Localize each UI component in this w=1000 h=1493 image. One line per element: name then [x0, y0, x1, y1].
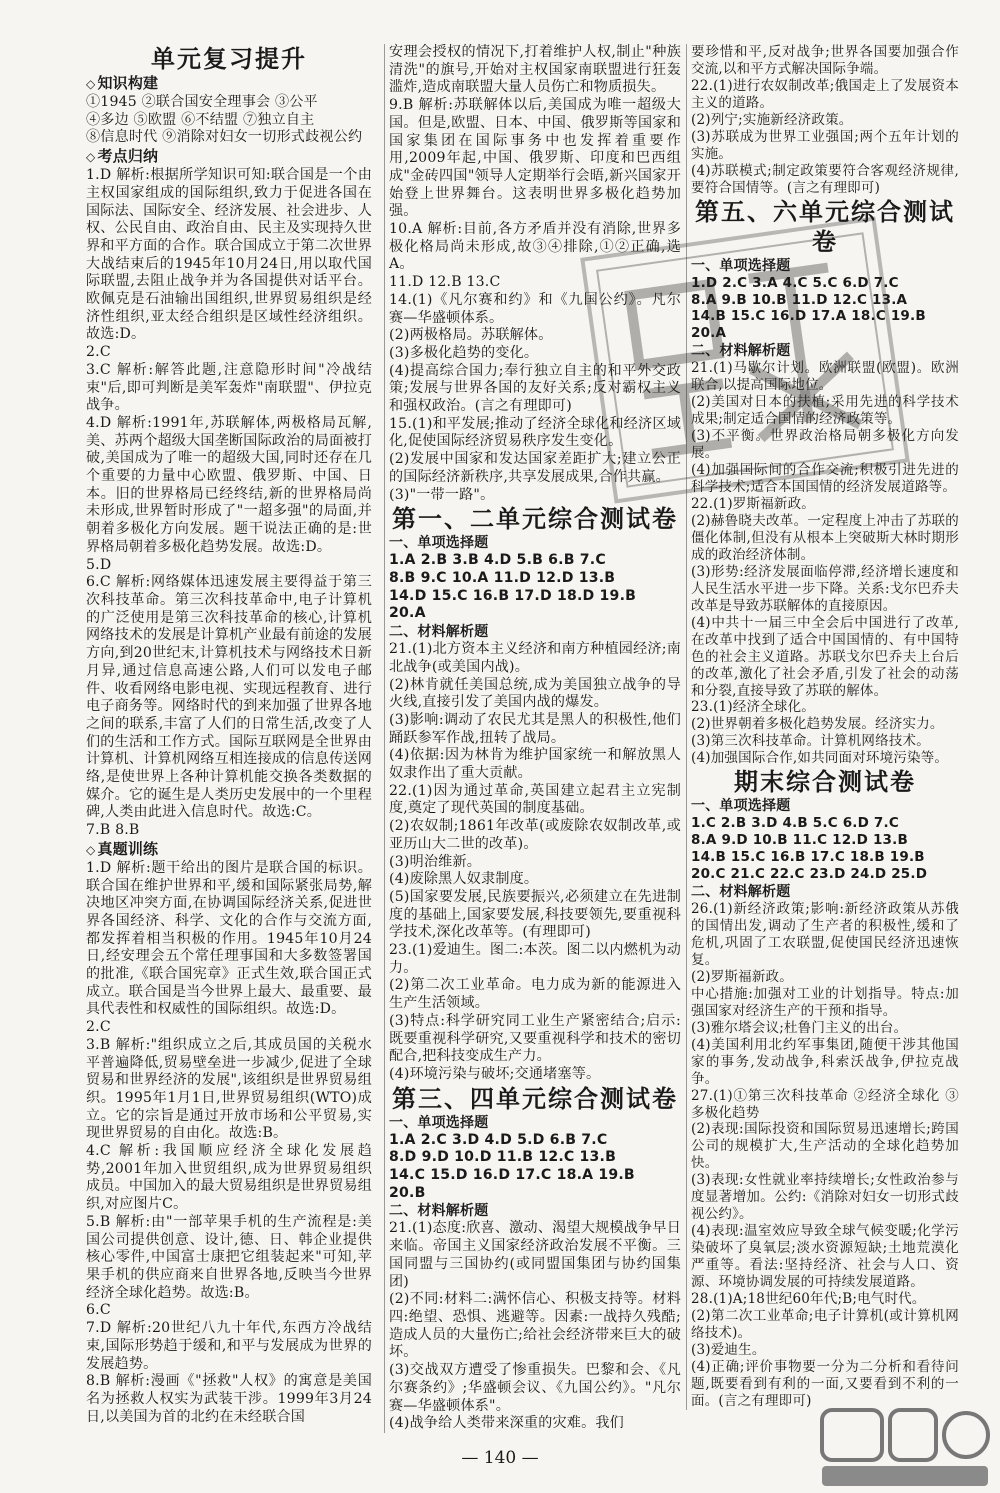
- choice-answers-line: 14.B 15.C 16.D 17.A 18.C 19.B: [691, 308, 926, 325]
- choice-answers-line: 14.B 15.C 16.B 17.C 18.B 19.B: [691, 849, 925, 866]
- answer-paragraph: (4)中共十一届三中全会后中国进行了改革,在改革中找到了适合中国国情的、有中国特色的社会主义道路。苏联戈尔巴乔夫上台后的改革,激化了社会矛盾,引发了社会的动荡和分裂,直接导致了苏联的解体。: [691, 614, 959, 699]
- subheading-material: 二、材料解析题: [691, 343, 791, 360]
- subheading-material: 二、材料解析题: [691, 884, 791, 901]
- knowledge-line: ④多边 ⑤欧盟 ⑥不结盟 ⑦独立自主: [86, 111, 315, 128]
- answer-paragraph: 14.(1)《凡尔赛和约》和《九国公约》。凡尔赛—华盛顿体系。: [389, 291, 681, 326]
- answer-paragraph: (3)明治维新。: [389, 853, 482, 870]
- answer-paragraph: (3)特点:科学研究同工业生产紧密结合;启示:既要重视科学研究,又要重视科学和技术的密切配合,把科技变成生产力。: [389, 1012, 681, 1065]
- answer-paragraph: 22.(1)进行农奴制改革;俄国走上了发展资本主义的道路。: [691, 77, 959, 111]
- subheading-single-choice: 一、单项选择题: [691, 257, 791, 274]
- answer-paragraph: 6.C 解析:网络媒体迅速发展主要得益于第三次科技革命。第三次科技革命中,电子计算机的广泛使用是第三次科技革命的核心,计算机网络技术的发展是计算机产业最有前途的发展方向,到20世纪末,计算机技术与网络技术日新月异,通过信息高速公路,人们可以发电子邮件、收看网络电影电视、实现远程教育、进行电子商务等。网络时代的到来加强了世界各地之间的联系,丰富了人们的日常生活,改变了人们的生活和工作方式。国际互联网是全世界由计算机、计算机网络互相连接成的信息传送网络,是使世界上各种计算机能交换各类数据的媒介。它的诞生是人类历史发展中的一个里程碑,人类由此进入信息时代。故选:C。: [86, 574, 372, 821]
- answer-paragraph: 21.(1)态度:欣喜、激动、渴望大规模战争早日来临。帝国主义国家经济政治发展不平衡。三国同盟与三国协约(或同盟国集团与协约国集团): [389, 1220, 681, 1290]
- answer-paragraph: (5)国家要发展,民族要振兴,必须建立在先进制度的基础上,国家要发展,科技要领先,要重视科学技术,深化改革等。(有理即可): [389, 888, 681, 941]
- answer-paragraph: 3.B 解析:"组织成立之后,其成员国的关税水平普遍降低,贸易壁垒进一步减少,促进了全球贸易和世界经济的发展",该组织是世界贸易组织。1995年1月1日,世界贸易组织(WTO)成立。它的宗旨是通过开放市场和公平贸易,实现世界贸易的自由化。故选:B。: [86, 1036, 372, 1142]
- diamond-icon: ◇: [86, 842, 96, 857]
- answer-paragraph: 27.(1)①第三次科技革命 ②经济全球化 ③多极化趋势: [691, 1087, 959, 1121]
- answer-paragraph: (3)雅尔塔会议;杜鲁门主义的出台。: [691, 1019, 908, 1036]
- answer-paragraph: (2)美国对日本的扶植;采用先进的科学技术成果;制定适合国情的经济政策等。: [691, 394, 959, 428]
- knowledge-line: ①1945 ②联合国安全理事会 ③公平: [86, 94, 318, 110]
- choice-answers-line: 20.C 21.C 22.C 23.D 24.D 25.D: [691, 866, 928, 883]
- answer-paragraph: 8.B 解析:漫画《"拯救"人权》的寓意是美国名为拯救人权实为武装干涉。1999年3月24日,以美国为首的北约在未经联合国: [86, 1373, 372, 1425]
- section-title-unit-5-6: 第五、六单元综合测试卷: [695, 197, 955, 256]
- answer-paragraph: 21.(1)马歇尔计划。欧洲联盟(欧盟)。欧洲联合,以提高国际地位。: [691, 360, 959, 394]
- answer-paragraph: (4)正确;评价事物要一分为二分析和看待问题,既要看到有利的一面,又要看到不利的一面。(言之有理即可): [691, 1358, 959, 1409]
- subheading-zhenti: ◇ 真题训练: [86, 839, 159, 858]
- knowledge-line: ⑧信息时代 ⑨消除对妇女一切形式歧视公约: [86, 129, 363, 146]
- answer-paragraph: 5.B 解析:由"一部苹果手机的生产流程是:美国公司提供创意、设计,德、日、韩企业提供核心零件,中国富士康把它组装起来"可知,苹果手机的供应商来自世界各地,反映当今世界经济全球化趋势。故选:B。: [86, 1213, 372, 1301]
- section-title-final: 期末综合测试卷: [734, 768, 916, 797]
- answer-paragraph: (4)苏联模式;制定政策要符合客观经济规律,要符合国情等。(言之有理即可): [691, 162, 959, 196]
- choice-answers-line: 1.C 2.B 3.D 4.B 5.C 6.D 7.C: [691, 815, 899, 832]
- answer-paragraph: (2)世界朝着多极化趋势发展。经济实力。: [691, 716, 944, 733]
- choice-answers-line: 1.A 2.C 3.D 4.D 5.D 6.B 7.C: [389, 1131, 608, 1148]
- subheading-material: 二、材料解析题: [389, 624, 489, 641]
- answer-paragraph: 3.C 解析:解答此题,注意隐形时间"冷战结束"后,即可判断是美军轰炸"南联盟"、伊拉克战争。: [86, 361, 372, 414]
- subheading-single-choice: 一、单项选择题: [691, 798, 791, 815]
- answer-paragraph: 4.C 解析:我国顺应经济全球化发展趋势,2001年加入世贸组织,成为世界贸易组织成员。中国加入的最大贸易组织是世界贸易组织,对应图片C。: [86, 1143, 372, 1213]
- answer-paragraph: 1.D 解析:根据所学知识可知:联合国是一个由主权国家组成的国际组织,致力于促进各国在国际法、国际安全、经济发展、社会进步、人权、公民自由、政治自由、民主及实现持久世界和平方面的合作。联合国成立于第二次世界大战结束后的1945年10月24日,用以取代国际联盟,去阻止战争并为各国提供对话平台。欧佩克是石油输出国组织,世界贸易组织是经济性组织,亚太经合组织是区域性经济组织。故选:D。: [86, 167, 372, 343]
- answer-paragraph: (2)不同:材料二:满怀信心、积极支持等。材料四:绝望、恐惧、逃避等。因素:一战持久残酷;造成人员的大量伤亡;给社会经济带来巨大的破坏。: [389, 1291, 681, 1361]
- choice-answers-line: 14.D 15.C 16.B 17.D 18.D 19.B: [389, 587, 637, 604]
- section-title-unit-1-2: 第一、二单元综合测试卷: [392, 505, 678, 534]
- answer-paragraph: (2)罗斯福新政。: [691, 968, 793, 985]
- diamond-icon: ◇: [86, 77, 96, 91]
- answer-paragraph: 1.D 解析:题干给出的图片是联合国的标识。联合国在维护世界和平,缓和国际紧张局势,解决地区冲突方面,在协调国际经济关系,促进世界各国经济、科学、文化的合作与交流方面,都发挥着相当积极的作用。1945年10月24日,经安理会五个常任理事国和大多数签署国的批准,《联合国宪章》正式生效,联合国正式成立。联合国是当今世界上最大、最重要、最具代表性和权威性的国际组织。故选:D。: [86, 859, 372, 1018]
- choice-answers-line: 8.A 9.B 10.B 11.D 12.C 13.A: [691, 291, 908, 308]
- answer-paragraph: (4)战争给人类带来深重的灾难。我们: [389, 1415, 624, 1432]
- answer-paragraph: (4)提高综合国力;奉行独立自主的和平外交政策;发展与世界各国的友好关系;反对霸权主义和强权政治。(言之有理即可): [389, 362, 681, 415]
- answer-paragraph: (4)加强国际合作,如共同面对环境污染等。: [691, 750, 949, 767]
- answer-paragraph: (2)第二次工业革命。电力成为新的能源进入生产生活领域。: [389, 977, 681, 1012]
- answer-paragraph: (4)依据:因为林肯为维护国家统一和解放黑人奴隶作出了重大贡献。: [389, 747, 681, 782]
- answer-paragraph: 23.(1)经济全球化。: [691, 699, 815, 716]
- answer-paragraph: 9.B 解析:苏联解体以后,美国成为唯一超级大国。但是,欧盟、日本、中国、俄罗斯等国家和国家集团在国际事务中也发挥着重要作用,2009年起,中国、俄罗斯、印度和巴西组成"金砖四国"领导人定期举行会晤,新兴国家开始登上世界舞台。这表明世界多极化趋势加强。: [389, 97, 681, 220]
- answer-paragraph: 要珍惜和平,反对战争;世界各国要加强合作交流,以和平方式解决国际争端。: [691, 44, 959, 77]
- choice-answers-line: 20.A: [691, 325, 727, 342]
- choice-answers-line: 8.D 9.D 10.D 11.B 12.C 13.B: [389, 1149, 617, 1166]
- choice-answers-line: 8.B 9.C 10.A 11.D 12.D 13.B: [389, 569, 616, 586]
- answer-paragraph: (2)第二次工业革命;电子计算机(或计算机网络技术)。: [691, 1307, 959, 1341]
- answer-paragraph: 5.D: [86, 556, 112, 573]
- answer-paragraph: (2)发展中国家和发达国家差距扩大;建立公正的国际经济新秩序,共享发展成果,合作共赢。: [389, 451, 681, 485]
- answer-paragraph: 安理会授权的情况下,打着维护人权,制止"种族清洗"的旗号,开始对主权国家南联盟进行狂轰滥炸,造成南联盟大量人员伤亡和物质损失。: [389, 44, 681, 96]
- answer-paragraph: (3)苏联成为世界工业强国;两个五年计划的实施。: [691, 128, 959, 162]
- choice-answers-line: 1.A 2.B 3.B 4.D 5.B 6.B 7.C: [389, 552, 606, 569]
- stamp-glyphs: [585, 222, 897, 491]
- knowledge-list: [86, 94, 372, 147]
- answer-paragraph: (2)林肯就任美国总统,成为美国独立战争的导火线,直接引发了美国内战的爆发。: [389, 676, 681, 711]
- answer-paragraph: 15.(1)和平发展;推动了经济全球化和经济区域化,促使国际经济贸易秩序发生变化。: [389, 415, 681, 450]
- answer-paragraph: (2)表现:国际投资和国际贸易迅速增长;跨国公司的规模扩大,生产活动的全球化趋势加快。: [691, 1121, 959, 1172]
- subheading-single-choice: 一、单项选择题: [389, 535, 489, 552]
- subheading-single-choice: 一、单项选择题: [389, 1114, 489, 1131]
- diamond-icon: ◇: [86, 150, 96, 165]
- answer-paragraph: 10.A 解析:目前,各方矛盾并没有消除,世界多极化格局尚未形成,故③④排除,①②正确,选A。: [389, 221, 681, 273]
- choice-answers-line: 20.B: [389, 1184, 426, 1201]
- answer-paragraph: (4)废除黑人奴隶制度。: [389, 871, 539, 888]
- section-title-unit-3-4: 第三、四单元综合测试卷: [392, 1084, 678, 1113]
- answer-paragraph: (3)第三次科技革命。计算机网络技术。: [691, 733, 930, 750]
- subheading-kaodian: ◇ 考点归纳: [86, 147, 159, 166]
- answer-paragraph: 22.(1)罗斯福新政。: [691, 496, 815, 513]
- answer-paragraph: (3)"一带一路"。: [389, 486, 495, 503]
- page-number: — 140 —: [461, 1448, 539, 1468]
- answer-paragraph: 21.(1)北方资本主义经济和南方种植园经济;南北战争(或美国内战)。: [389, 641, 681, 675]
- subheading-knowledge: ◇ 知识构建: [86, 74, 159, 92]
- answer-paragraph: (4)美国利用北约军事集团,随便干涉其他国家的事务,发动战争,科索沃战争,伊拉克战争。: [691, 1036, 959, 1087]
- answer-paragraph: (2)农奴制;1861年改革(或废除农奴制改革,或亚历山大二世的改革)。: [389, 818, 681, 852]
- answer-paragraph: 中心措施:加强对工业的计划指导。特点:加强国家对经济生产的干预和指导。: [691, 985, 959, 1019]
- answer-paragraph: (3)爱迪生。: [691, 1341, 766, 1358]
- answer-paragraph: (2)两极格局。苏联解体。: [389, 327, 553, 344]
- answer-paragraph: (2)赫鲁晓夫改革。一定程度上冲击了苏联的僵化体制,但没有从根本上突破斯大林时期形成的政治经济体制。: [691, 512, 959, 563]
- answer-paragraph: (3)影响:调动了农民尤其是黑人的积极性,他们踊跃参军作战,扭转了战局。: [389, 711, 681, 746]
- section-title-unit-review: 单元复习提升: [151, 45, 307, 73]
- ink-stamp: [580, 216, 910, 503]
- answer-paragraph: (3)不平衡。世界政治格局朝多极化方向发展。: [691, 428, 959, 462]
- choice-answers-line: 20.A: [389, 605, 426, 622]
- answer-paragraph: (3)多极化趋势的变化。: [389, 344, 539, 361]
- answer-paragraph: (4)表现:温室效应导致全球气候变暖;化学污染破坏了臭氧层;淡水资源短缺;土地荒漠化严重等。看法:坚持经济、社会与人口、资源、环境协调发展的可持续发展道路。: [691, 1223, 959, 1291]
- choice-answers-line: 1.D 2.C 3.A 4.C 5.C 6.D 7.C: [691, 274, 899, 291]
- answer-paragraph: (4)环境污染与破坏;交通堵塞等。: [389, 1065, 601, 1082]
- answer-paragraph: (3)交战双方遭受了惨重损失。巴黎和会、《凡尔赛条约》;华盛顿会议、《九国公约》。"凡尔赛—华盛顿体系"。: [389, 1362, 681, 1414]
- answer-paragraph: (3)形势:经济发展面临停滞,经济增长速度和人民生活水平进一步下降。关系:戈尔巴乔夫改革是导致苏联解体的直接原因。: [691, 563, 959, 614]
- choice-answers-line: 8.A 9.D 10.B 11.C 12.D 13.B: [691, 832, 908, 849]
- answer-paragraph: 2.C: [86, 344, 111, 361]
- answer-paragraph: (2)列宁;实施新经济政策。: [691, 111, 853, 128]
- answer-paragraph: 6.C: [86, 1302, 111, 1319]
- answer-paragraph: 26.(1)新经济政策;影响:新经济政策从苏俄的国情出发,调动了生产者的积极性,缓和了危机,巩固了工农联盟,促使国民经济迅速恢复。: [691, 901, 959, 968]
- column-left: [86, 44, 372, 1426]
- answer-paragraph: 2.C: [86, 1019, 111, 1036]
- answer-paragraph: (4)加强国际间的合作交流;积极引进先进的科学技术;适合本国国情的经济发展道路等。: [691, 462, 959, 496]
- answer-paragraph: 23.(1)爱迪生。图二:本茨。图二以内燃机为动力。: [389, 942, 681, 976]
- answer-paragraph: 28.(1)A;18世纪60年代;B;电气时代。: [691, 1291, 926, 1307]
- answer-paragraph: (3)表现:女性就业率持续增长;女性政治参与度显著增加。公约:《消除对妇女一切形式歧视公约》。: [691, 1172, 959, 1223]
- answer-paragraph: 4.D 解析:1991年,苏联解体,两极格局瓦解,美、苏两个超级大国垄断国际政治的局面被打破,美国成为了唯一的超级大国,同时还存在几个重要的力量中心欧盟、俄罗斯、中国、日本。旧的世界格局已经终结,新的世界格局尚未形成,世界暂时形成了"一超多强"的局面,并朝着多极化方向发展。题干说法正确的是:世界格局朝着多极化趋势发展。故选:D。: [86, 414, 372, 555]
- answer-paragraph: 7.B 8.B: [86, 822, 140, 839]
- choice-answers-line: 14.C 15.D 16.D 17.C 18.A 19.B: [389, 1167, 635, 1184]
- subheading-material: 二、材料解析题: [389, 1203, 489, 1220]
- answer-paragraph: 7.D 解析:20世纪八九十年代,东西方冷战结束,国际形势趋于缓和,和平与发展成为世界的发展趋势。: [86, 1320, 372, 1372]
- answer-paragraph: 11.D 12.B 13.C: [389, 274, 501, 291]
- answer-paragraph: 22.(1)因为通过革命,英国建立起君主立宪制度,奠定了现代英国的制度基础。: [389, 782, 681, 817]
